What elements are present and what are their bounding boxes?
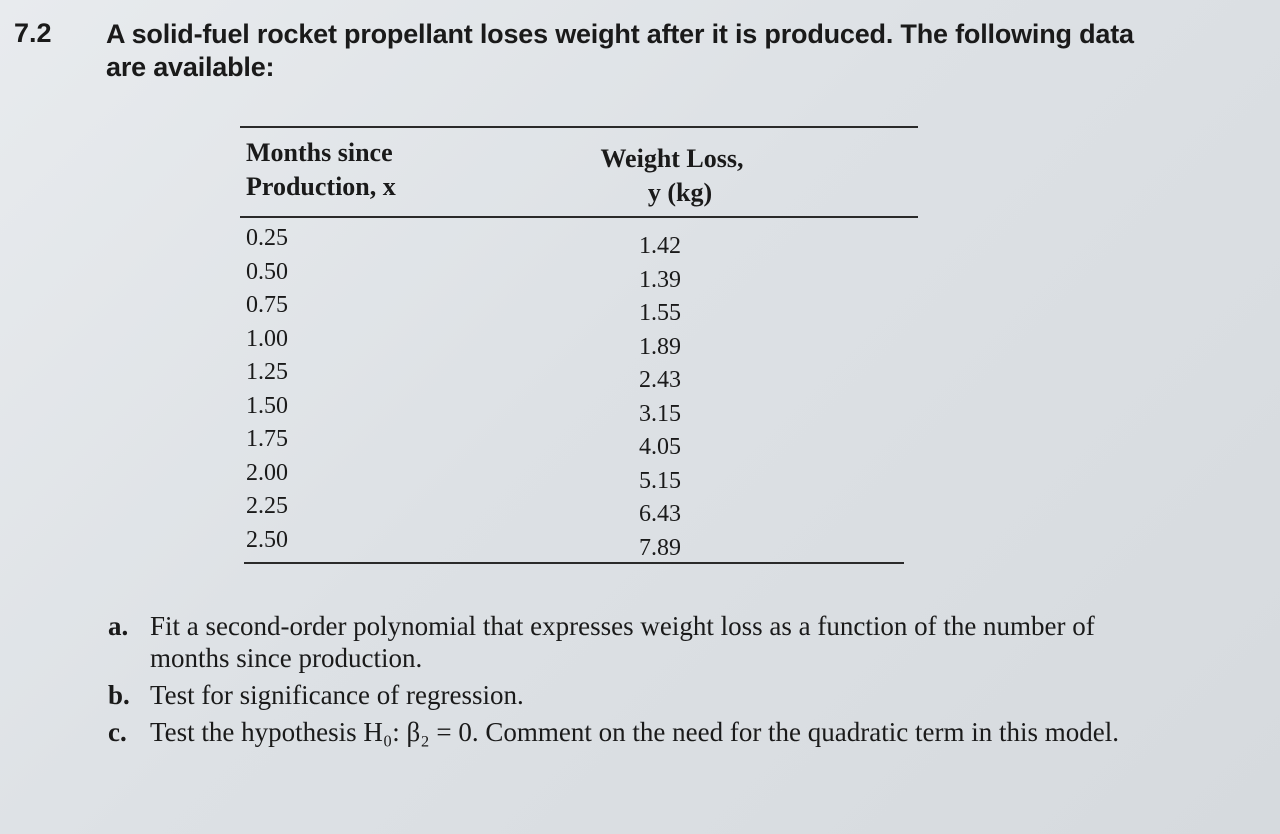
- question-c-text: Test the hypothesis H₀: β₂ = 0. Comment on the need for the quadratic term in this model.: [150, 717, 1119, 747]
- table-cell-months: 1.75: [246, 426, 288, 452]
- column-header-weight-loss-line1: Weight Loss,: [600, 144, 744, 173]
- table-cell-months: 1.50: [246, 392, 288, 419]
- table-cell-months: 1.00: [246, 325, 288, 352]
- weight-loss-column: [639, 230, 681, 565]
- column-header-months-line2: Production, x: [246, 172, 396, 201]
- question-b: [108, 679, 1168, 711]
- problem-number: 7.2: [14, 18, 52, 48]
- table-cell-weight-loss: 7.89: [639, 534, 681, 561]
- table-cell-weight-loss: 1.55: [639, 300, 681, 326]
- table-cell-months: 2.00: [246, 459, 288, 486]
- question-c: [108, 716, 1168, 748]
- question-c-label: c.: [108, 717, 127, 747]
- table-header-rule: [240, 216, 918, 218]
- table-cell-months: 0.50: [246, 258, 288, 285]
- data-table: [240, 126, 918, 566]
- question-b-label: b.: [108, 680, 130, 710]
- table-cell-months: 2.50: [246, 526, 288, 553]
- table-cell-months: 0.75: [246, 292, 288, 318]
- column-header-months: [246, 136, 396, 204]
- question-a-text: Fit a second-order polynomial that expresses weight loss as a function of the number of months since production.: [150, 611, 1095, 673]
- column-header-weight-loss-line2: y (kg): [647, 178, 713, 207]
- table-cell-weight-loss: 1.39: [639, 266, 681, 293]
- table-cell-months: 0.25: [246, 225, 288, 251]
- table-cell-weight-loss: 2.43: [639, 367, 681, 393]
- table-cell-months: 1.25: [246, 359, 288, 385]
- column-header-months-line1: Months since: [246, 138, 393, 167]
- table-cell-weight-loss: 1.89: [639, 333, 681, 360]
- question-a: [108, 610, 1168, 674]
- problem-statement: A solid-fuel rocket propellant loses weight after it is produced. The following data are available:: [106, 19, 1134, 82]
- months-column: [246, 222, 288, 557]
- question-a-label: a.: [108, 611, 129, 641]
- table-cell-weight-loss: 6.43: [639, 501, 681, 527]
- table-cell-weight-loss: 3.15: [639, 400, 681, 427]
- table-cell-months: 2.25: [246, 493, 288, 519]
- question-list: [108, 610, 1168, 753]
- table-cell-weight-loss: 4.05: [639, 434, 681, 460]
- table-cell-weight-loss: 5.15: [639, 467, 681, 494]
- column-header-weight-loss: [580, 142, 780, 210]
- table-bottom-rule: [244, 562, 904, 564]
- question-b-text: Test for significance of regression.: [150, 680, 524, 710]
- table-cell-weight-loss: 1.42: [639, 233, 681, 259]
- table-top-rule: [240, 126, 918, 128]
